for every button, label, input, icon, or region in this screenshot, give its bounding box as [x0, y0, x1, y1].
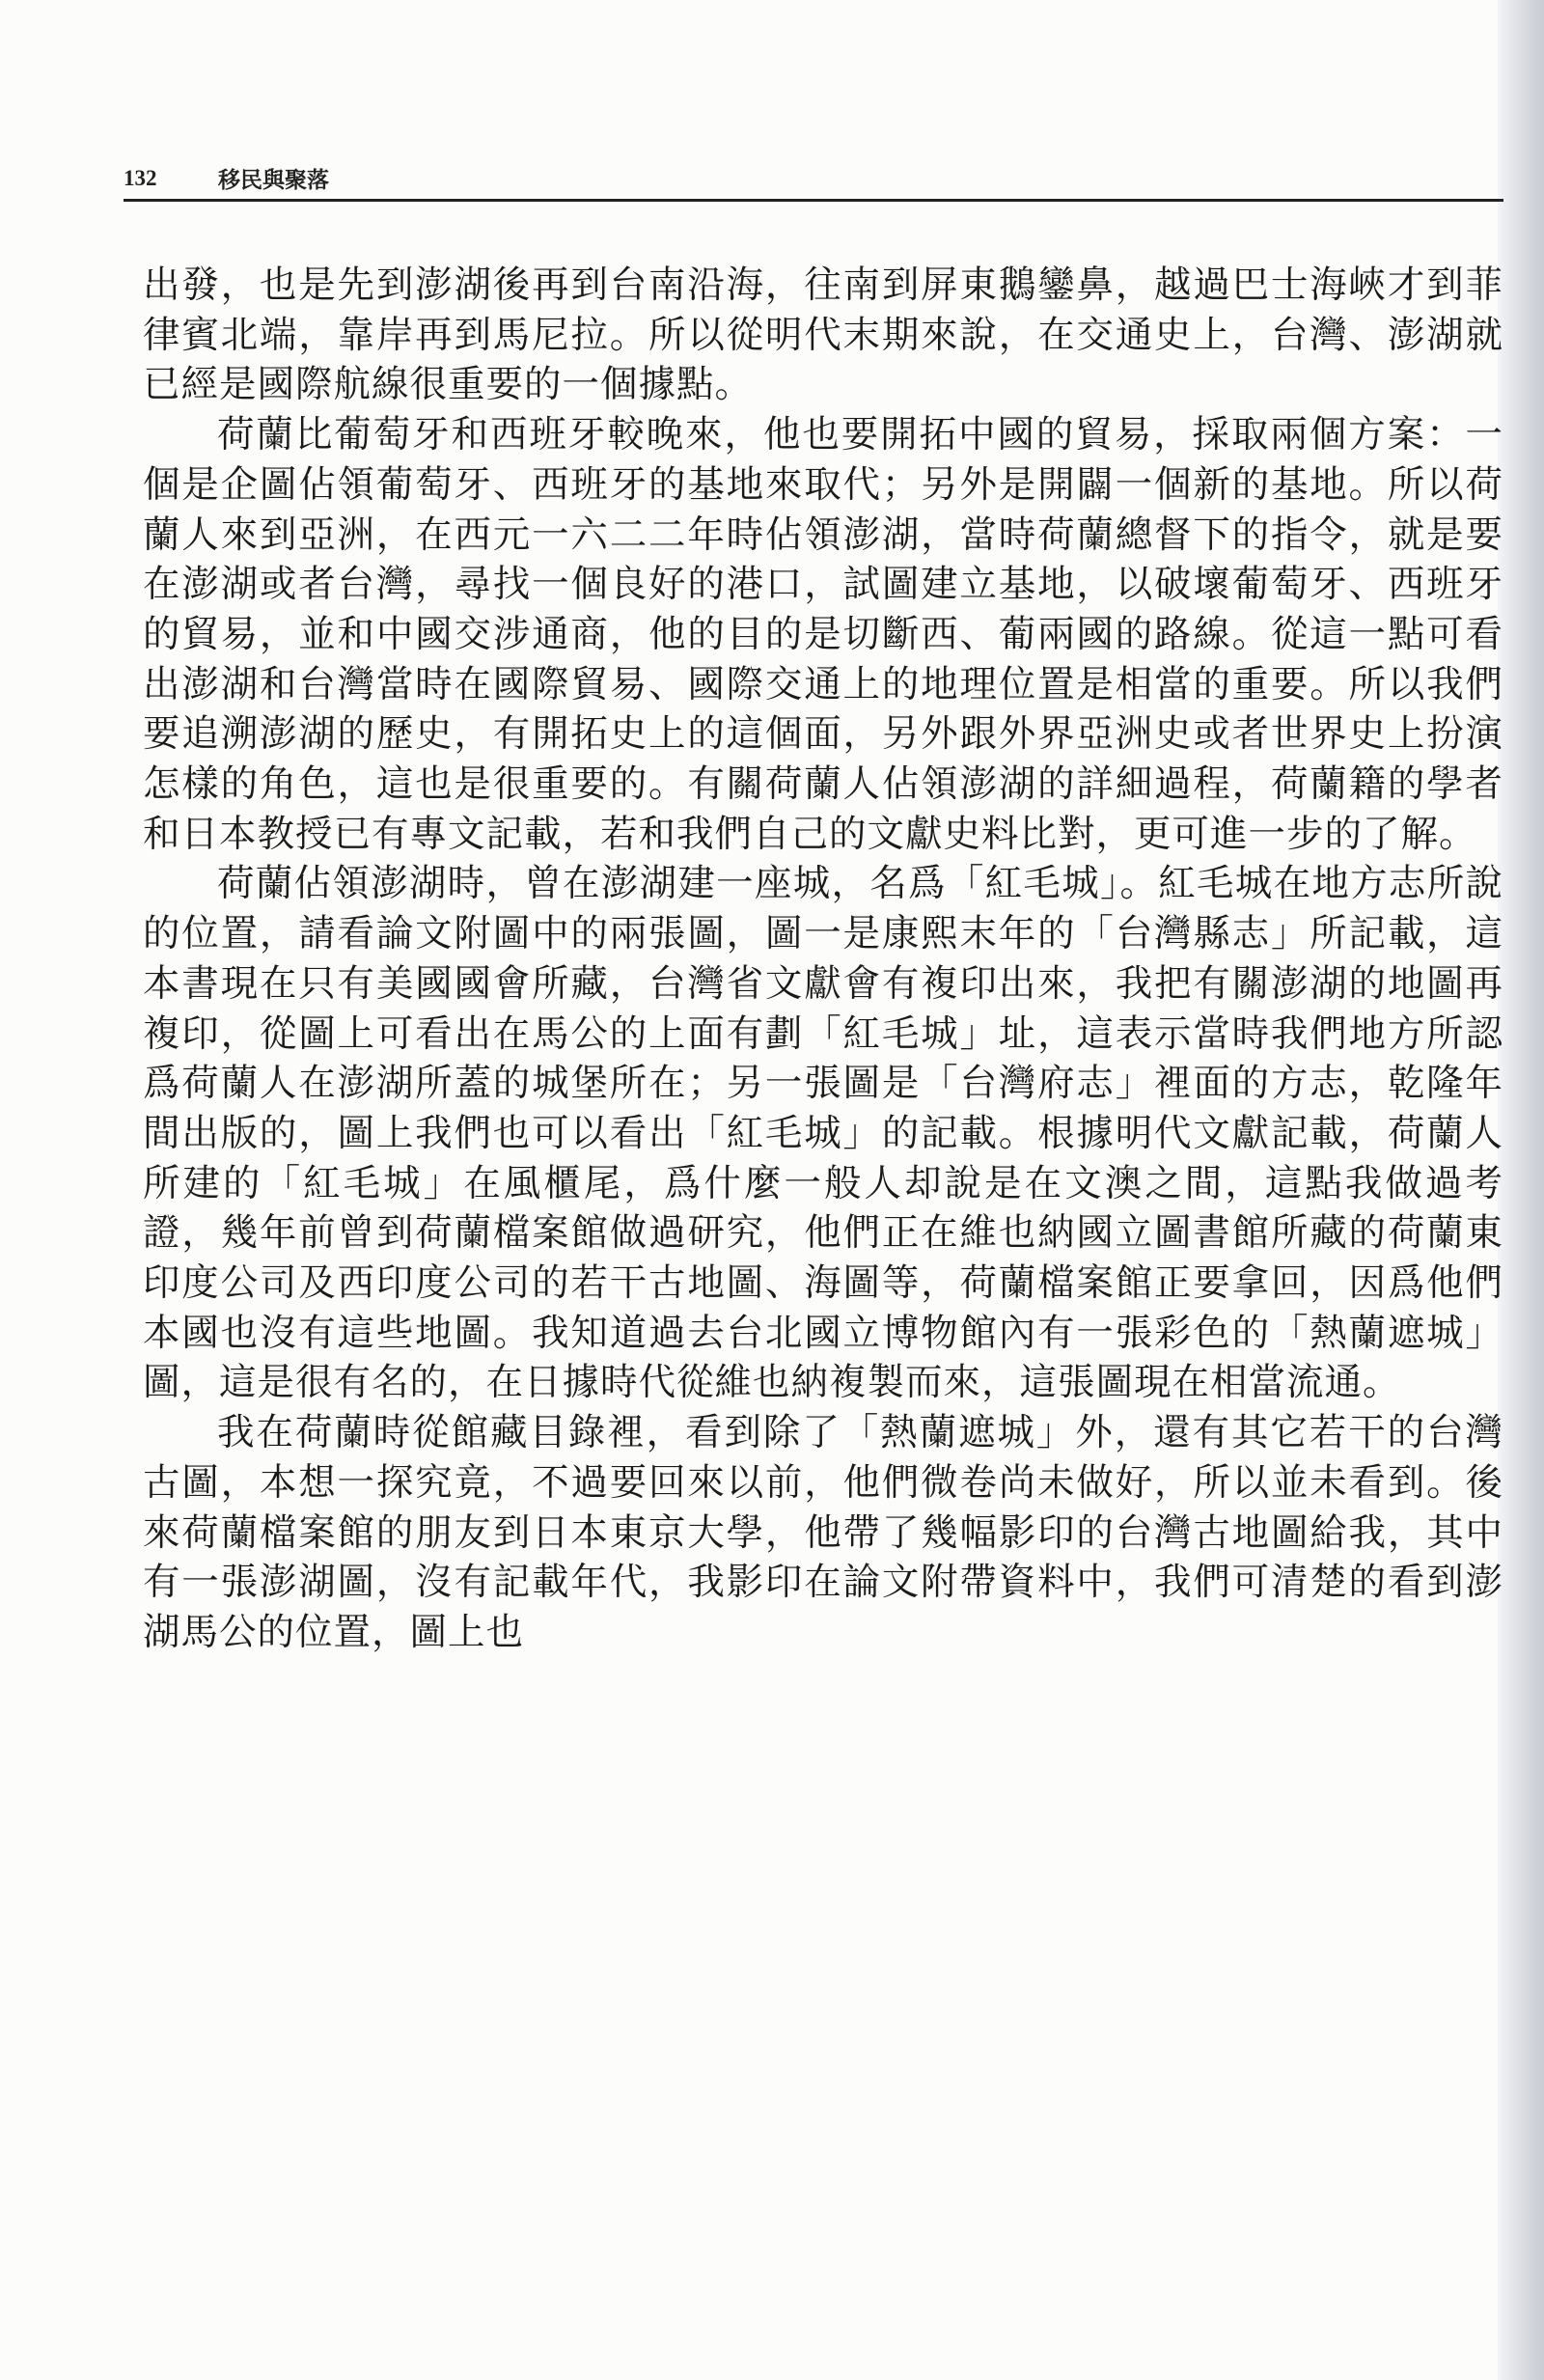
running-title: 移民與聚落 [218, 168, 329, 193]
page-header [124, 162, 1502, 201]
header-rule [124, 199, 1503, 202]
paragraph-3: 荷蘭佔領澎湖時，曾在澎湖建一座城，名爲「紅毛城」。紅毛城在地方志所說的位置，請看論文附圖中的兩張圖，圖一是康熙末年的「台灣縣志」所記載，這本書現在只有美國國會所藏，台灣省文獻會有複印出來，我把有關澎湖的地圖再複印，從圖上可看出在馬公的上面有劃「紅毛城」址，這表示當時我們地方所認爲荷蘭人在澎湖所蓋的城堡所在；另一張圖是「台灣府志」裡面的方志，乾隆年間出版的，圖上我們也可以看出「紅毛城」的記載。根據明代文獻記載，荷蘭人所建的「紅毛城」在風櫃尾，爲什麼一般人却說是在文澳之間，這點我做過考證，幾年前曾到荷蘭檔案館做過研究，他們正在維也納國立圖書館所藏的荷蘭東印度公司及西印度公司的若干古地圖、海圖等，荷蘭檔案館正要拿回，因爲他們本國也沒有這些地圖。我知道過去台北國立博物館內有一張彩色的「熱蘭遮城」圖，這是很有名的，在日據時代從維也納複製而來，這張圖現在相當流通。 [143, 862, 1503, 1405]
paragraph-2: 荷蘭比葡萄牙和西班牙較晚來，他也要開拓中國的貿易，採取兩個方案：一個是企圖佔領葡萄牙、西班牙的基地來取代；另外是開闢一個新的基地。所以荷蘭人來到亞洲，在西元一六二二年時佔領澎湖，當時荷蘭總督下的指令，就是要在澎湖或者台灣，尋找一個良好的港口，試圖建立基地，以破壞葡萄牙、西班牙的貿易，並和中國交涉通商，他的目的是切斷西、葡兩國的路線。從這一點可看出澎湖和台灣當時在國際貿易、國際交通上的地理位置是相當的重要。所以我們要追溯澎湖的歷史，有開拓史上的這個面，另外跟外界亞洲史或者世界史上扮演怎樣的角色，這也是很重要的。有關荷蘭人佔領澎湖的詳細過程，荷蘭籍的學者和日本教授已有專文記載，若和我們自己的文獻史料比對，更可進一步的了解。 [143, 413, 1503, 856]
body-text [143, 261, 1503, 1658]
page-edge-shadow [1498, 0, 1544, 2380]
paragraph-1: 出發，也是先到澎湖後再到台南沿海，往南到屏東鵝鑾鼻，越過巴士海峽才到菲律賓北端，靠岸再到馬尼拉。所以從明代末期來說，在交通史上，台灣、澎湖就已經是國際航線很重要的一個據點。 [143, 263, 1503, 407]
paragraph-4: 我在荷蘭時從館藏目錄裡，看到除了「熱蘭遮城」外，還有其它若干的台灣古圖，本想一探究竟，不過要回來以前，他們微卷尚未做好，所以並未看到。後來荷蘭檔案館的朋友到日本東京大學，他帶了幾幅影印的台灣古地圖給我，其中有一張澎湖圖，沒有記載年代，我影印在論文附帶資料中，我們可清楚的看到澎湖馬公的位置，圖上也 [143, 1411, 1503, 1654]
page-number: 132 [124, 166, 157, 190]
